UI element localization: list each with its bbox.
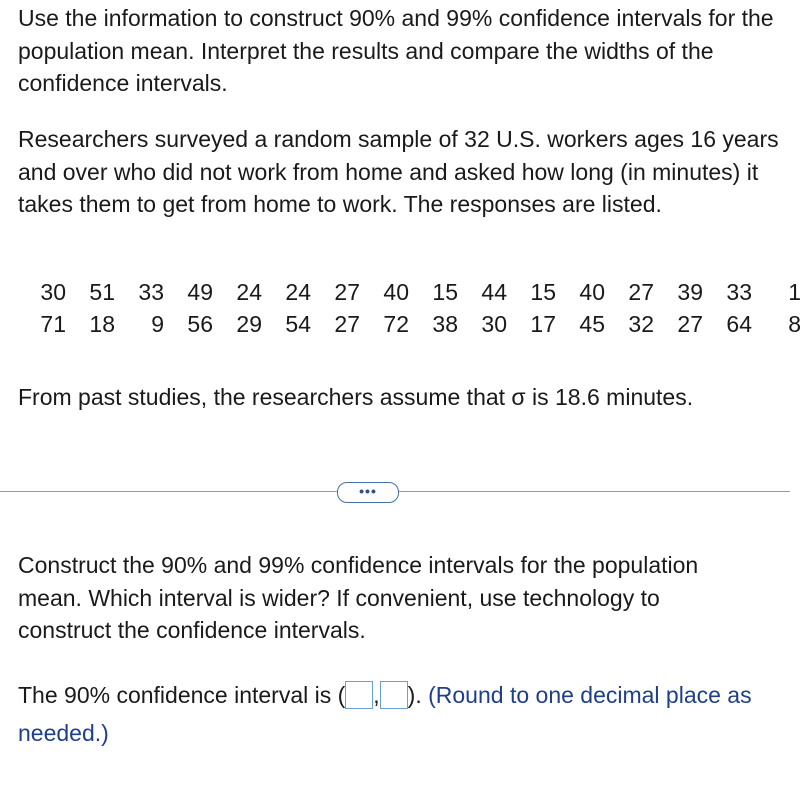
rounding-hint: (Round to one decimal place as needed.) — [18, 682, 752, 746]
data-cell: 9 — [151, 311, 164, 337]
data-cell: 8 — [788, 311, 801, 337]
data-cell: 24 — [236, 279, 262, 305]
answer-suffix: ). — [407, 682, 422, 708]
data-cell: 40 — [383, 279, 409, 305]
expand-more-button[interactable]: ••• — [337, 482, 399, 503]
data-cell: 30 — [481, 311, 507, 337]
data-cell: 71 — [40, 311, 66, 337]
data-cell: 27 — [677, 311, 703, 337]
data-cell: 17 — [530, 311, 556, 337]
data-cell: 33 — [726, 279, 752, 305]
data-cell: 54 — [285, 311, 311, 337]
lower-bound-input[interactable] — [345, 681, 373, 709]
data-cell: 56 — [187, 311, 213, 337]
answer-line — [18, 676, 788, 752]
part-prompt: Construct the 90% and 99% confidence intervals for the population mean. Which interval is wider? If convenient, use technology to construct the confidence intervals. — [18, 552, 699, 643]
answer-prefix: The 90% confidence interval is ( — [18, 682, 346, 708]
data-cell: 27 — [334, 311, 360, 337]
data-cell: 51 — [89, 279, 115, 305]
data-cell: 40 — [579, 279, 605, 305]
question-instructions: Use the information to construct 90% and 99% confidence intervals for the population mean. Interpret the results and compare the widths of the confidence intervals. — [18, 5, 774, 96]
data-cell: 18 — [89, 311, 115, 337]
scenario-text: Researchers surveyed a random sample of 32 U.S. workers ages 16 years and over who did not work from home and asked how long (in minutes) it takes them to get from home to work. The responses are listed. — [18, 126, 779, 217]
data-cell: 24 — [285, 279, 311, 305]
data-cell: 72 — [383, 311, 409, 337]
data-row — [0, 308, 801, 340]
data-cell: 32 — [628, 311, 654, 337]
data-cell: 49 — [187, 279, 213, 305]
answer-separator: , — [373, 682, 380, 708]
data-cell: 30 — [40, 279, 66, 305]
data-cell: 64 — [726, 311, 752, 337]
data-cell: 39 — [677, 279, 703, 305]
data-cell: 15 — [530, 279, 556, 305]
data-cell: 33 — [138, 279, 164, 305]
data-cell: 45 — [579, 311, 605, 337]
data-row — [0, 276, 801, 308]
upper-bound-input[interactable] — [380, 681, 408, 709]
data-cell: 27 — [628, 279, 654, 305]
data-cell: 38 — [432, 311, 458, 337]
data-cell: 15 — [432, 279, 458, 305]
data-cell: 29 — [236, 311, 262, 337]
data-table — [0, 276, 801, 340]
data-cell: 27 — [334, 279, 360, 305]
data-cell: 1 — [788, 279, 801, 305]
data-cell: 44 — [481, 279, 507, 305]
sigma-statement: From past studies, the researchers assume that σ is 18.6 minutes. — [18, 384, 694, 410]
